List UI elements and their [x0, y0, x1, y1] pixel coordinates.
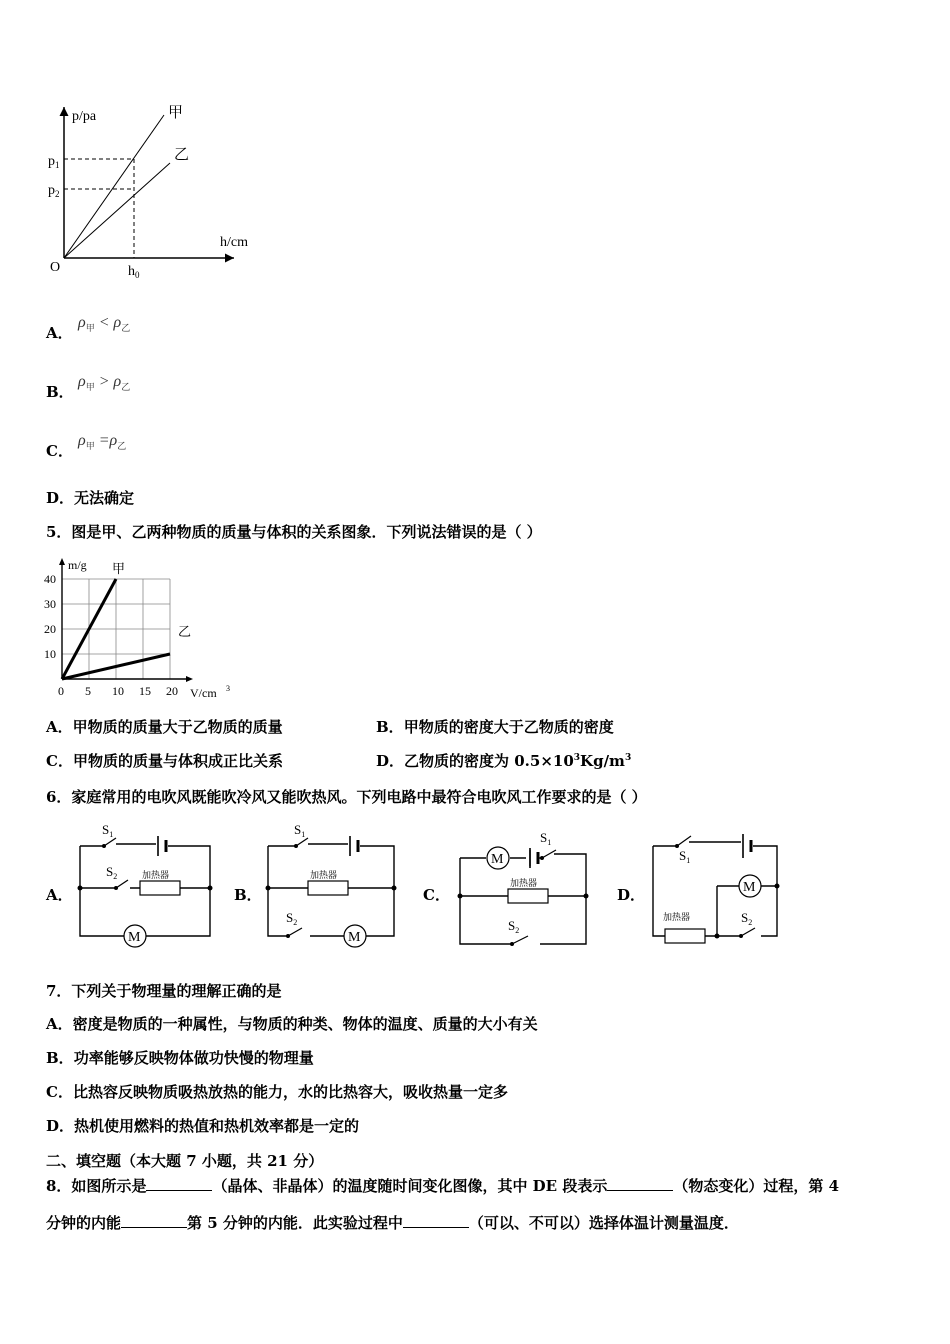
q7-option-a[interactable]	[46, 1013, 538, 1034]
q5-option-a[interactable]	[46, 716, 283, 737]
x-tick-label: 5	[85, 684, 91, 698]
x-axis-label: h/cm	[220, 235, 248, 250]
q8-text-2: （晶体、非晶体）的温度随时间变化图像，其中 DE 段表示	[212, 1177, 608, 1195]
line-jia-label: 甲	[168, 105, 184, 121]
blank-1[interactable]	[146, 1189, 212, 1191]
option-text: 功率能够反映物体做功快慢的物理量	[73, 1049, 314, 1067]
origin-label: O	[50, 260, 61, 275]
p2-label: $p_2$	[48, 183, 60, 199]
option-letter: B．	[46, 383, 74, 401]
motor-label: M	[491, 852, 504, 867]
option-letter: B．	[46, 1049, 74, 1067]
q5-stem: 5．图是甲、乙两种物质的质量与体积的关系图象．下列说法错误的是（ ）	[46, 523, 542, 541]
x-tick-label: 0	[58, 684, 64, 698]
option-letter: D．	[376, 752, 405, 770]
option-letter: D．	[46, 1117, 75, 1135]
q8-text-4: 分钟的内能	[46, 1214, 122, 1232]
q5-option-c[interactable]	[46, 750, 283, 771]
q8-line-2	[46, 1212, 739, 1233]
q4-option-a[interactable]	[46, 322, 73, 343]
q7-option-c[interactable]	[46, 1081, 508, 1102]
option-letter: C．	[46, 1083, 73, 1101]
y-tick-label: 40	[44, 572, 56, 586]
pressure-depth-graph	[38, 95, 268, 285]
x-axis-label: V/cm	[190, 686, 217, 700]
option-text: 甲物质的质量大于乙物质的质量	[72, 718, 283, 736]
heater-label: 加热器	[663, 912, 691, 922]
y-axis-label: m/g	[68, 558, 87, 572]
heater-label: 加热器	[142, 870, 170, 880]
x-axis-label-sup: 3	[226, 684, 230, 693]
motor-label: M	[743, 880, 756, 895]
x-tick-label: 20	[166, 684, 178, 698]
heater-label: 加热器	[310, 870, 338, 880]
x-axis-arrow	[186, 676, 193, 682]
s2-label: $S_2$	[106, 864, 118, 881]
blank-3[interactable]	[121, 1226, 187, 1228]
q4-option-a-formula: $\rho_甲 < \rho_乙$	[78, 314, 131, 334]
series-label-jia: 甲	[112, 561, 126, 576]
option-letter: A．	[46, 324, 73, 342]
blank-2[interactable]	[607, 1189, 673, 1191]
q8-text-6: （可以、不可以）选择体温计测量温度．	[468, 1214, 739, 1232]
option-text: 热机使用燃料的热值和热机效率都是一定的	[74, 1117, 360, 1135]
y-tick-label: 20	[44, 622, 56, 636]
option-letter: C．	[46, 442, 73, 460]
x-tick-label: 15	[139, 684, 151, 698]
q8-text-3: （物态变化）过程，第 4	[673, 1177, 840, 1195]
option-text: 无法确定	[74, 489, 135, 507]
s1-label: $S_1$	[679, 848, 691, 865]
q7-stem: 7．下列关于物理量的理解正确的是	[46, 982, 282, 1000]
q6-stem: 6．家庭常用的电吹风既能吹冷风又能吹热风。下列电路中最符合电吹风工作要求的是（ ）	[46, 788, 647, 806]
section-heading: 二、填空题（本大题 7 小题，共 21 分）	[46, 1152, 324, 1170]
q8-text-1: 8．如图所示是	[46, 1177, 147, 1195]
x-tick-label: 10	[112, 684, 124, 698]
q7-option-d[interactable]	[46, 1115, 359, 1136]
s2-label: $S_2$	[741, 910, 753, 927]
blank-4[interactable]	[403, 1226, 469, 1228]
q7-option-b[interactable]	[46, 1047, 314, 1068]
option-letter: A．	[46, 1015, 73, 1033]
y-axis-label: p/pa	[72, 109, 97, 124]
option-letter: B．	[376, 718, 404, 736]
p1-label: $p_1$	[48, 154, 60, 170]
q4-option-c[interactable]	[46, 440, 73, 461]
option-text: 甲物质的密度大于乙物质的密度	[403, 718, 614, 736]
mass-volume-chart	[40, 553, 250, 708]
s1-label: $S_1$	[294, 822, 306, 839]
circuit-a	[70, 818, 220, 950]
line-yi	[64, 163, 170, 258]
s2-label: $S_2$	[508, 918, 520, 935]
option-letter: A．	[46, 718, 73, 736]
y-tick-label: 30	[44, 597, 56, 611]
line-yi-label: 乙	[174, 147, 190, 163]
q5-option-d[interactable]	[376, 750, 631, 771]
option-unit: Kg/m	[580, 752, 625, 770]
option-text: 比热容反映物质吸热放热的能力，水的比热容大，吸收热量一定多	[72, 1083, 508, 1101]
q6-option-b-letter[interactable]: B．	[234, 886, 262, 904]
circuit-c	[450, 826, 600, 950]
q8-text-5: 第 5 分钟的内能．此实验过程中	[187, 1214, 403, 1232]
y-axis-arrow	[59, 558, 65, 565]
line-jia	[64, 115, 164, 258]
s1-label: $S_1$	[540, 830, 552, 847]
option-unit-sup: 3	[624, 753, 632, 763]
motor-label: M	[348, 930, 361, 945]
option-sup: 3	[573, 753, 581, 763]
q5-option-b[interactable]	[376, 716, 614, 737]
option-text: 甲物质的质量与体积成正比关系	[72, 752, 283, 770]
option-text: 乙物质的密度为 0.5×10	[404, 752, 574, 770]
circuit-b	[258, 818, 408, 950]
q6-option-d-letter[interactable]: D．	[617, 886, 646, 904]
q4-option-d[interactable]	[46, 487, 134, 508]
y-tick-label: 10	[44, 647, 56, 661]
q8-line-1	[46, 1175, 839, 1196]
circuit-d	[645, 818, 795, 950]
option-letter: C．	[46, 752, 73, 770]
q4-option-c-formula: $\rho_甲 =\rho_乙$	[78, 432, 127, 452]
option-text: 密度是物质的一种属性，与物质的种类、物体的温度、质量的大小有关	[72, 1015, 538, 1033]
q6-option-a-letter[interactable]: A．	[46, 886, 73, 904]
series-label-yi: 乙	[178, 624, 192, 639]
q4-option-b[interactable]	[46, 381, 74, 402]
q4-option-b-formula: $\rho_甲 > \rho_乙$	[78, 373, 131, 393]
h0-label: $h_0$	[128, 264, 140, 280]
s2-label: $S_2$	[286, 910, 298, 927]
q6-option-c-letter[interactable]: C．	[423, 886, 450, 904]
option-letter: D．	[46, 489, 75, 507]
heater-label: 加热器	[510, 878, 538, 888]
s1-label: $S_1$	[102, 822, 114, 839]
motor-label: M	[128, 930, 141, 945]
